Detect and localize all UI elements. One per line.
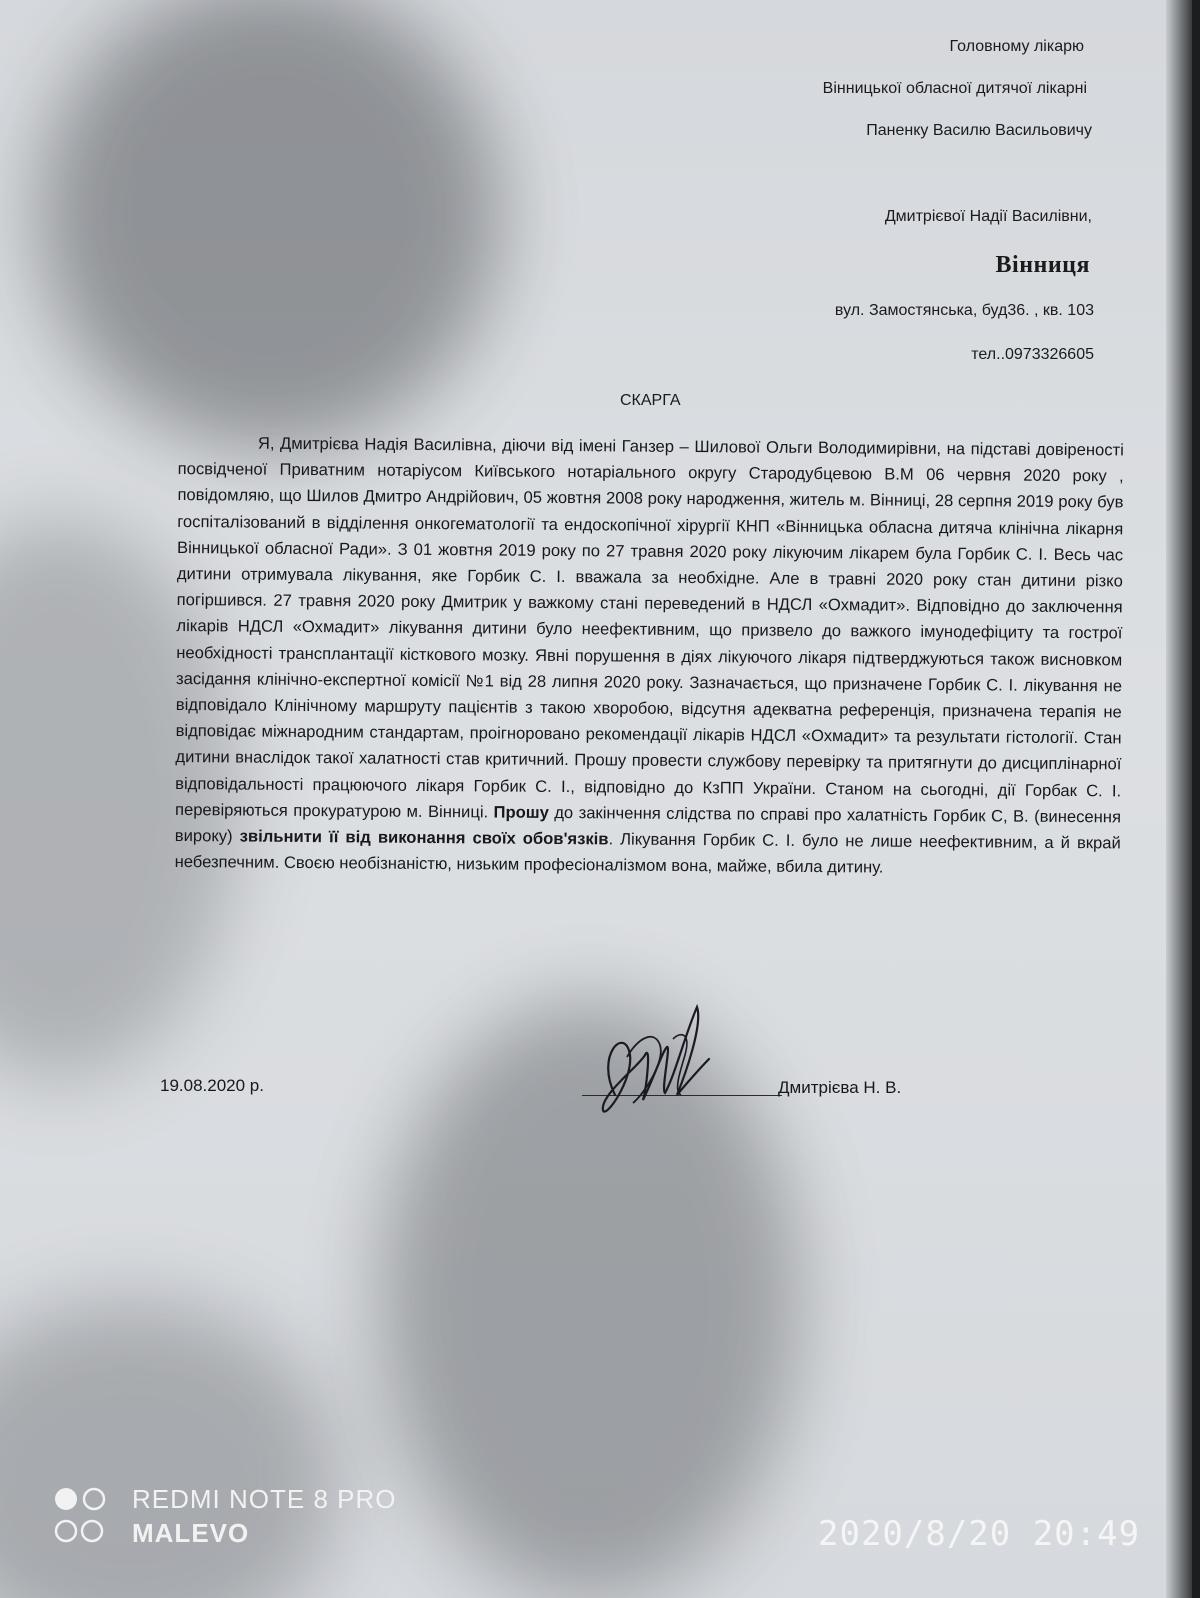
body-part-1: Я, Дмитрієва Надія Василівна, діючи від імені Ганзер – Шилової Ольги Володимирівни, на підставі довіреності посвідченої Приватним нотаріусом Київського нотаріального округу Стародубцевою В.М 06 червня 2020 року , повідомляю, що Шилов Дмитро Андрійович, 05 жовтня 2008 року народження, житель м. Вінниці, 28 серпня 2019 року був госпіталізований в відділення онкогематології та ендоскопічної хірургії КНП «Вінницька обласна дитяча клінічна лікарня Вінницької обласної Ради». З 01 жовтня 2019 року по 27 травня 2020 року лікуючим лікарем була Горбик С. І. Весь час дитини отримувала лікування, яке Горбик С. І. вважала за необхідне. Але в травні 2020 року стан дитини різко погіршився. 27 травня 2020 року Дмитрик у важкому стані переведений в НДСЛ «Охмадит». Відповідно до заключення лікарів НДСЛ «Охмадит» лікування дитини було неефективним, що призвело до важкого імунодефіциту та гострої необхідності трансплантації кісткового мозку. Явні порушення в діях лікуючого лікаря підтверджуються також висновком засідання клінічно-експертної комісії №1 від 28 липня 2020 року. Зазначається, що призначене Горбик С. І. лікування не відповідало Клінічному маршруту пацієнтів з такою хворобою, відсутня адекватна референція, призначена терапія не відповідає міжнародним стандартам, проігноровано рекомендації лікарів НДСЛ «Охмадит» та результати гістології. Стан дитини внаслідок такої халатності став критичний. Прошу провести службову перевірку та притягнути до дисциплінарної відповідальності працюючого лікаря Горбик С. І., відповідно до КзПП України. Станом на сьогодні, дії Горбак С. І. перевіряються прокуратурою м. Вінниці. <box>174 433 1124 822</box>
recipient-line-2: Вінницької обласної дитячої лікарні <box>822 80 1087 97</box>
sender-name: Дмитрієвої Надії Василівни, <box>884 208 1092 225</box>
recipient-line-3: Паненку Василю Васильовичу <box>866 122 1092 139</box>
signer-name: Дмитрієва Н. В. <box>778 1078 902 1097</box>
shadow-top-left <box>40 0 500 450</box>
watermark-model: REDMI NOTE 8 PRO <box>132 1484 397 1514</box>
document-date: 19.08.2020 р. <box>160 1076 264 1095</box>
shadow-bottom-left <box>0 1300 340 1598</box>
body-part-3: . Лікування Горбик С. І. було не лише неефективним, а й вкрай небезпечним. Своєю необізнаністю, низьким професіоналізмом вона, майже, вбила дитину. <box>174 829 1121 877</box>
sender-phone: тел..0973326605 <box>971 346 1094 363</box>
camera-logo-icon <box>52 1487 108 1545</box>
body-part-2: до закінчення слідства по справі про халатність Горбик С, В. (винесення вироку) <box>174 802 1122 846</box>
handwritten-signature <box>585 995 725 1135</box>
watermark-datetime: 2020/8/20 20:49 <box>818 1514 1141 1554</box>
complaint-body <box>175 430 1124 883</box>
recipient-line-1: Головному лікарю <box>949 38 1084 55</box>
sender-street: вул. Замостянська, буд36. , кв. 103 <box>834 302 1094 319</box>
document-title: СКАРГА <box>620 392 681 409</box>
page-edge <box>1166 0 1192 1598</box>
sender-city: Вінниця <box>995 252 1090 278</box>
watermark-user: MALEVO <box>132 1518 250 1548</box>
body-bold-1: Прошу <box>493 802 549 822</box>
body-bold-2: звільнити її від виконання своїх обов'язків <box>239 826 609 849</box>
